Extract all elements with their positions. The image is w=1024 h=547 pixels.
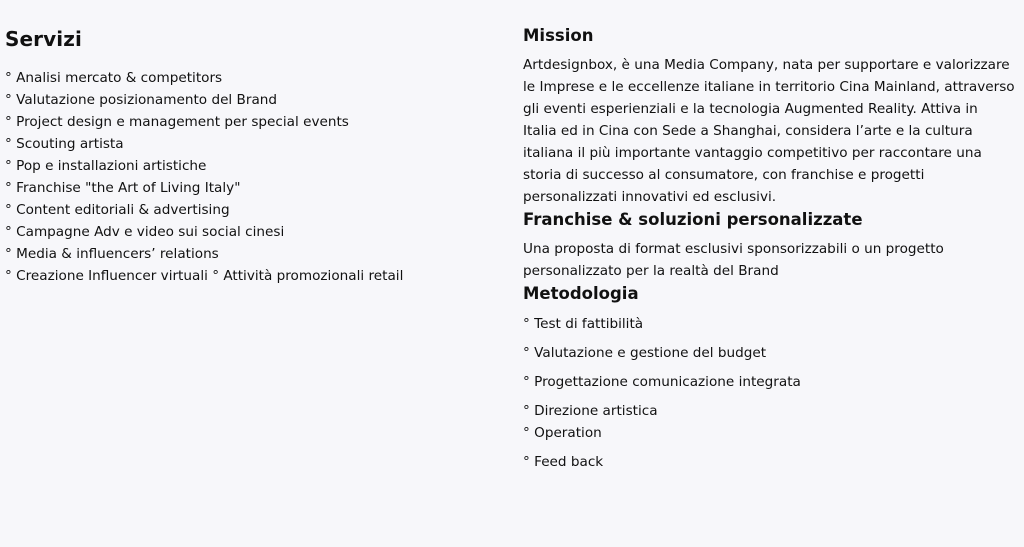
list-item: ° Progettazione comunicazione integrata bbox=[523, 374, 801, 390]
list-item: ° Scouting artista bbox=[5, 136, 124, 152]
list-item: ° Campagne Adv e video sui social cinesi bbox=[5, 224, 285, 240]
franchise-text: Una proposta di format esclusivi sponsorizzabili o un progetto personalizzato per la realtà del Brand bbox=[523, 241, 944, 279]
list-item: ° Valutazione e gestione del budget bbox=[523, 345, 767, 361]
mission-text: Artdesignbox, è una Media Company, nata per supportare e valorizzare le Imprese e le eccellenze italiane in territorio Cina Mainland, attraverso gli eventi esperienziali e la tecnologia Augmented Reality. Attiva in Italia ed in Cina con Sede a Shanghai, considera l’arte e la cultura italiana il più importante vantaggio competitivo per raccontare una storia di successo al consumatore, con franchise e progetti personalizzati innovativi ed esclusivi. bbox=[523, 57, 1015, 205]
metodologia-title: Metodologia bbox=[523, 284, 639, 303]
servizi-list bbox=[5, 67, 505, 287]
list-item: ° Valutazione posizionamento del Brand bbox=[5, 92, 278, 108]
servizi-section bbox=[5, 24, 505, 287]
list-item: ° Operation bbox=[523, 425, 602, 441]
list-item: ° Creazione Influencer virtuali ° Attività promozionali retail bbox=[5, 268, 404, 284]
list-item: ° Project design e management per special events bbox=[5, 114, 349, 130]
info-column bbox=[523, 24, 1015, 473]
list-item: ° Pop e installazioni artistiche bbox=[5, 158, 207, 174]
list-item: ° Content editoriali & advertising bbox=[5, 202, 230, 218]
list-item: ° Analisi mercato & competitors bbox=[5, 70, 223, 86]
metodologia-list bbox=[523, 313, 1015, 473]
franchise-title: Franchise & soluzioni personalizzate bbox=[523, 210, 863, 229]
list-item: ° Test di fattibilità bbox=[523, 316, 644, 332]
list-item: ° Direzione artistica bbox=[523, 403, 658, 419]
list-item: ° Media & influencers’ relations bbox=[5, 246, 219, 262]
list-item: ° Franchise "the Art of Living Italy" bbox=[5, 180, 241, 196]
mission-title: Mission bbox=[523, 26, 594, 45]
list-item: ° Feed back bbox=[523, 454, 604, 470]
servizi-title: Servizi bbox=[5, 27, 82, 51]
